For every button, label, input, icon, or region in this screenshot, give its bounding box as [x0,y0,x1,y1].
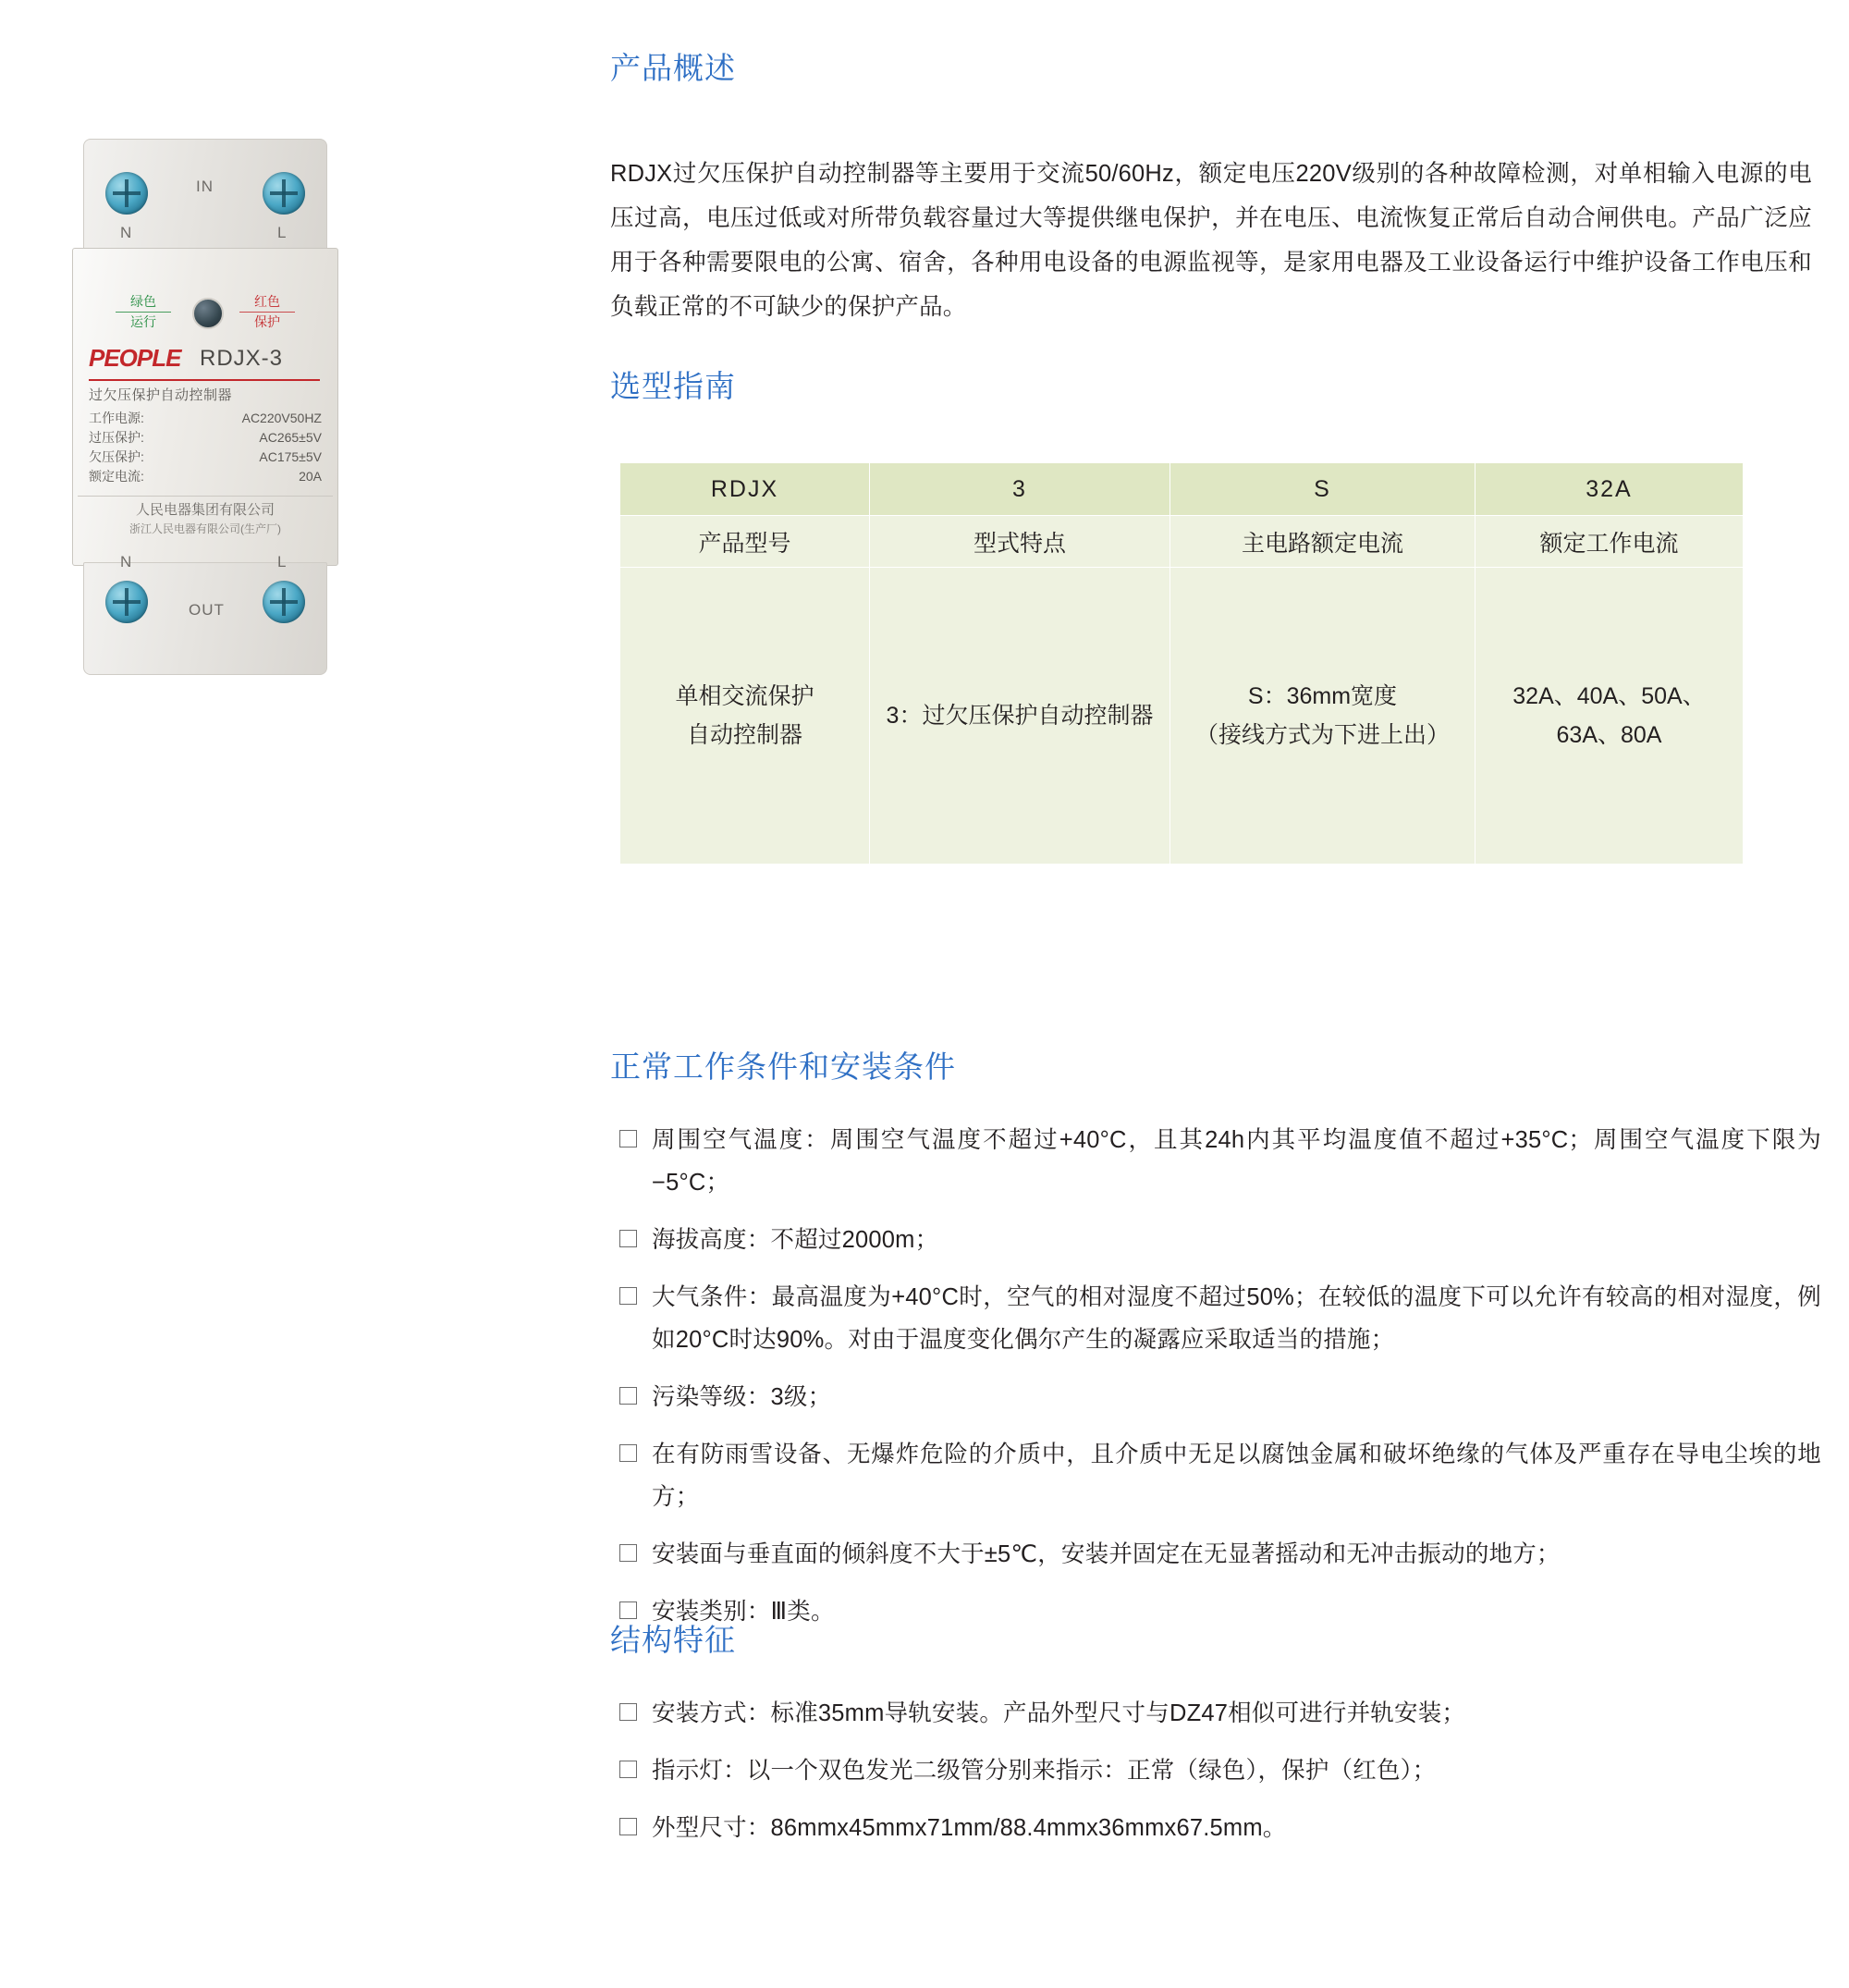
spec-value-undervoltage: AC175±5V [259,449,322,464]
table-cell-model-desc-line2: 自动控制器 [686,722,802,748]
spec-label-current: 额定电流: [89,469,144,484]
section-title-conditions: 正常工作条件和安装条件 [610,1049,956,1084]
list-item-text: 安装类别：Ⅲ类。 [652,1599,835,1625]
terminal-label-l-bottom: L [277,553,288,571]
list-item-text: 指示灯：以一个双色发光二级管分别来指示：正常（绿色），保护（红色）； [652,1758,1437,1784]
device-model: RDJX-3 [200,346,284,371]
spec-label-overvoltage: 过压保护: [89,430,144,445]
list-item [610,1807,1831,1849]
table-cell-type-desc-line1: 3：过欠压保护自动控制器 [886,703,1154,729]
terminal-screw-top-left [105,172,148,215]
checkbox-icon [619,1761,637,1778]
terminal-label-in: IN [196,178,214,195]
terminal-screw-top-right [263,172,305,215]
table-cell-width-desc-line2: （接线方式为下进上出） [1194,722,1450,748]
list-item [610,1533,1831,1576]
device-label-divider [78,496,333,497]
terminal-label-out: OUT [189,601,225,619]
product-device-illustration [67,139,344,675]
table-subheader-cell-type: 型式特点 [870,516,1170,568]
indicator-red [235,294,300,330]
manufacturer-block [89,501,322,538]
conditions-list [610,1119,1831,1648]
list-item [610,1692,1831,1735]
table-row-subheader [620,516,1744,568]
list-item-text: 外型尺寸：86mmx45mmx71mm/88.4mmx36mmx67.5mm。 [652,1815,1287,1841]
table-header-cell-current-code: 32A [1476,463,1744,516]
terminal-screw-bottom-left [105,581,148,623]
brand-logo: PEOPLE [89,344,181,372]
indicator-green-line1: 绿色 [130,294,156,309]
checkbox-icon [619,1287,637,1305]
list-item-text: 周围空气温度：周围空气温度不超过+40°C，且其24h内其平均温度值不超过+35°C；周围空气温度下限为−5°C； [652,1127,1821,1196]
list-item [610,1749,1831,1792]
table-subheader-cell-model: 产品型号 [620,516,870,568]
indicator-red-line2: 保护 [254,314,280,329]
table-cell-current-desc-line1: 32A、40A、50A、 [1512,683,1706,709]
list-item [610,1219,1831,1261]
spec-label-power: 工作电源: [89,411,144,425]
spec-value-overvoltage: AC265±5V [259,430,322,445]
indicator-green-line2: 运行 [130,314,156,329]
device-spec-list [89,409,322,486]
selection-guide-table [619,462,1744,865]
table-header-cell-type-code: 3 [870,463,1170,516]
terminal-label-n-top: N [120,224,133,241]
list-item-text: 污染等级：3级； [652,1384,832,1410]
table-row-header [620,463,1744,516]
list-item [610,1276,1831,1361]
table-cell-width-desc [1170,568,1476,865]
terminal-label-l-top: L [277,224,288,241]
list-item-text: 在有防雨雪设备、无爆炸危险的介质中，且介质中无足以腐蚀金属和破坏绝缘的气体及严重存在导电尘埃的地方； [652,1442,1821,1510]
list-item [610,1590,1831,1633]
indicator-green-divider [116,312,171,313]
list-item [610,1376,1831,1418]
indicator-green [111,294,176,330]
overview-paragraph: RDJX过欠压保护自动控制器等主要用于交流50/60Hz，额定电压220V级别的各种故障检测，对单相输入电源的电压过高，电压过低或对所带负载容量过大等提供继电保护，并在电压、电流恢复正常后自动合闸供电。产品广泛应用于各种需要限电的公寓、宿舍，各种用电设备的电源监视等，是家用电器及工业设备运行中维护设备工作电压和负载正常的不可缺少的保护产品。 [610,160,1812,320]
brand-underline [89,379,320,381]
device-spec-row [89,428,322,448]
checkbox-icon [619,1230,637,1247]
checkbox-icon [619,1818,637,1835]
device-spec-row [89,448,322,467]
spec-value-power: AC220V50HZ [241,411,322,425]
device-spec-row [89,467,322,486]
spec-label-undervoltage: 欠压保护: [89,449,144,464]
table-cell-model-desc-line1: 单相交流保护 [675,683,814,709]
table-cell-current-desc [1476,568,1744,865]
table-row-body [620,568,1744,865]
brand-row [89,344,318,375]
structure-list [610,1692,1831,1864]
section-title-selection-guide: 选型指南 [610,369,736,403]
list-item-text: 安装方式：标准35mm导轨安装。产品外型尺寸与DZ47相似可进行并轨安装； [652,1700,1466,1726]
table-subheader-cell-rated-current: 额定工作电流 [1476,516,1744,568]
list-item-text: 大气条件：最高温度为+40°C时，空气的相对湿度不超过50%；在较低的温度下可以允许有较高的相对湿度，例如20°C时达90%。对由于温度变化偶尔产生的凝露应采取适当的措施； [652,1284,1821,1353]
list-item-text: 海拔高度：不超过2000m； [652,1227,939,1253]
table-cell-type-desc [870,568,1170,865]
table-header-cell-model-code: RDJX [620,463,870,516]
table-cell-width-desc-line1: S：36mm宽度 [1247,683,1398,709]
indicator-red-divider [239,312,295,313]
list-item [610,1433,1831,1518]
checkbox-icon [619,1130,637,1147]
terminal-screw-bottom-right [263,581,305,623]
table-cell-model-desc [620,568,870,865]
table-header-cell-width-code: S [1170,463,1476,516]
section-title-overview: 产品概述 [610,51,736,85]
checkbox-icon [619,1703,637,1721]
checkbox-icon [619,1387,637,1405]
indicator-red-line1: 红色 [254,294,280,309]
manufacturer-name: 人民电器集团有限公司 [135,502,275,518]
table-subheader-cell-main-current: 主电路额定电流 [1170,516,1476,568]
checkbox-icon [619,1444,637,1462]
checkbox-icon [619,1544,637,1562]
list-item-text: 安装面与垂直面的倾斜度不大于±5℃，安装并固定在无显著摇动和无冲击振动的地方； [652,1541,1561,1567]
status-led [192,298,224,329]
section-title-structure: 结构特征 [610,1623,736,1657]
device-spec-row [89,409,322,428]
terminal-label-n-bottom: N [120,553,133,571]
spec-value-current: 20A [299,469,322,484]
table-cell-current-desc-line2: 63A、80A [1556,722,1662,748]
list-item [610,1119,1831,1204]
device-spec-title: 过欠压保护自动控制器 [89,387,233,403]
product-image-column [0,0,610,1988]
manufacturer-subsidiary: 浙江人民电器有限公司(生产厂) [129,522,281,535]
